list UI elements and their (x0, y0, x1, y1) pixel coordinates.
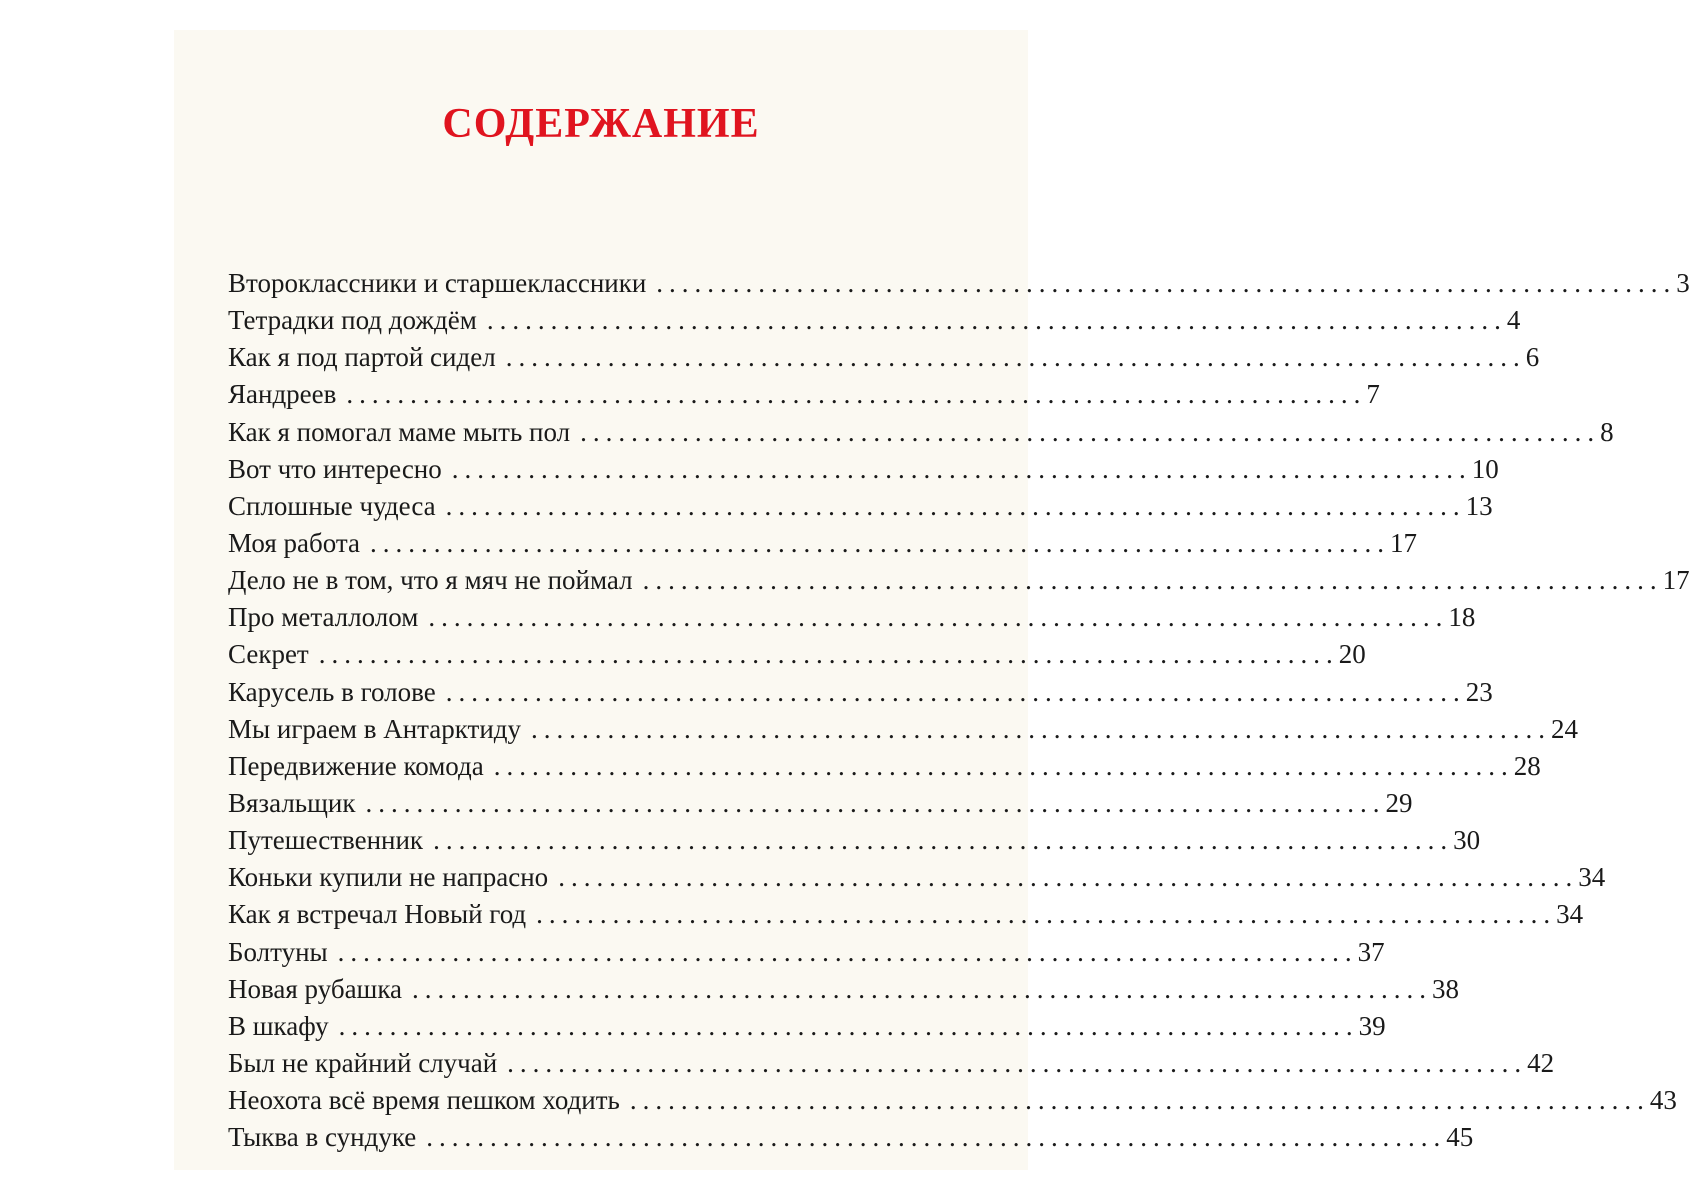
toc-entry-page-number: 23 (1465, 676, 1493, 707)
toc-entry-title: Моя работа (228, 527, 360, 558)
toc-entry-page-number: 34 (1556, 899, 1584, 930)
dot-leader: ................................................................................ (445, 490, 1466, 521)
toc-entry-page-number: 39 (1358, 1010, 1386, 1041)
toc-entry-page-number: 13 (1465, 490, 1493, 521)
toc-entry (228, 862, 1606, 899)
dot-leader: ................................................................................ (428, 602, 1449, 633)
dot-leader: ................................................................................ (580, 416, 1601, 447)
toc-entry (228, 899, 1584, 936)
toc-entry (228, 787, 1413, 825)
dot-leader: ................................................................................ (629, 1085, 1650, 1116)
toc-entry (228, 342, 1540, 379)
toc-entry-page-number: 30 (1453, 825, 1481, 856)
toc-entry (228, 602, 1476, 639)
toc-entry (228, 825, 1481, 862)
toc-entry-title: Второклассники и старшеклассники (228, 268, 647, 298)
dot-leader: ................................................................................ (412, 973, 1433, 1004)
toc-entry-title: Коньки купили не напрасно (228, 862, 549, 893)
toc-entry (228, 527, 1417, 565)
toc-entry-page-number: 34 (1578, 862, 1606, 893)
toc-entry-title: Про металлолом (228, 602, 419, 633)
toc-entry-page-number: 38 (1432, 973, 1460, 1004)
dot-leader: ................................................................................ (486, 305, 1507, 336)
dot-leader: ................................................................................ (493, 750, 1514, 781)
toc-entry-page-number: 18 (1448, 602, 1476, 633)
toc-entry-title: Путешественник (228, 825, 424, 856)
toc-entry-title: Как я под партой сидел (228, 342, 496, 373)
toc-entry (228, 1047, 1555, 1085)
toc-entry-page-number: 17 (1389, 527, 1417, 558)
toc-entry (228, 453, 1499, 491)
dot-leader: ................................................................................ (505, 342, 1526, 373)
dot-leader: ................................................................................ (642, 565, 1663, 596)
toc-entry-page-number: 4 (1506, 305, 1521, 336)
book-page (174, 30, 1690, 1170)
toc-entry (228, 490, 1493, 528)
toc-entry-title: Вязальщик (228, 787, 356, 818)
toc-entry (228, 416, 1614, 454)
toc-entry-title: В шкафу (228, 1010, 329, 1041)
dot-leader: ................................................................................ (536, 899, 1557, 930)
dot-leader: ................................................................................ (318, 639, 1339, 670)
toc-entry-title: Неохота всё время пешком ходить (228, 1085, 620, 1116)
dot-leader: ................................................................................ (365, 787, 1386, 818)
toc-entry-page-number: 24 (1551, 713, 1579, 744)
dot-leader: ................................................................................ (445, 676, 1466, 707)
toc-entry-title: Как я встречал Новый год (228, 899, 527, 930)
table-of-contents (228, 268, 1690, 1159)
toc-entry-page-number: 3 (1676, 268, 1690, 298)
toc-entry-page-number: 29 (1385, 787, 1413, 818)
toc-entry-title: Болтуны (228, 936, 328, 967)
toc-entry-title: Мы играем в Антарктиду (228, 713, 522, 744)
dot-leader: ................................................................................ (337, 936, 1358, 967)
toc-entry-page-number: 37 (1357, 936, 1385, 967)
toc-entry-page-number: 43 (1649, 1085, 1677, 1116)
dot-leader: ................................................................................ (451, 453, 1472, 484)
toc-entry-page-number: 45 (1446, 1122, 1474, 1153)
toc-entry (228, 676, 1493, 714)
toc-entry (228, 750, 1541, 788)
toc-entry-page-number: 42 (1527, 1047, 1555, 1078)
toc-entry-page-number: 8 (1600, 416, 1614, 447)
toc-entry-title: Как я помогал маме мыть пол (228, 416, 571, 447)
toc-entry-title: Передвижение комода (228, 750, 484, 781)
toc-entry (228, 973, 1460, 1011)
dot-leader: ................................................................................ (369, 527, 1390, 558)
toc-entry-page-number: 20 (1338, 639, 1366, 670)
toc-entry (228, 1010, 1386, 1048)
toc-entry (228, 565, 1690, 602)
toc-entry (228, 1122, 1474, 1159)
toc-entry-title: Сплошные чудеса (228, 490, 436, 521)
toc-entry-page-number: 17 (1662, 565, 1690, 596)
toc-entry-title: Был не крайний случай (228, 1047, 498, 1078)
dot-leader: ................................................................................ (433, 825, 1454, 856)
toc-entry-title: Карусель в голове (228, 676, 436, 707)
contents-title: СОДЕРЖАНИЕ (442, 101, 760, 147)
toc-entry-title: Тетрадки под дождём (228, 305, 477, 336)
toc-entry-page-number: 28 (1513, 750, 1541, 781)
toc-entry (228, 379, 1380, 416)
dot-leader: ................................................................................ (656, 268, 1677, 298)
toc-entry-title: Вот что интересно (228, 453, 442, 484)
toc-entry-page-number: 7 (1366, 379, 1380, 410)
dot-leader: ................................................................................ (558, 862, 1579, 893)
toc-entry-page-number: 6 (1525, 342, 1540, 373)
dot-leader: ................................................................................ (426, 1122, 1447, 1153)
toc-entry (228, 936, 1385, 974)
toc-entry (228, 639, 1366, 676)
toc-entry (228, 713, 1579, 751)
toc-entry (228, 268, 1690, 305)
toc-entry-title: Яандреев (228, 379, 337, 410)
toc-entry-page-number: 10 (1471, 453, 1499, 484)
toc-entry (228, 305, 1521, 342)
toc-entry-title: Новая рубашка (228, 973, 403, 1004)
toc-entry-title: Дело не в том, что я мяч не поймал (228, 565, 633, 596)
toc-entry-title: Секрет (228, 639, 309, 670)
dot-leader: ................................................................................ (507, 1047, 1528, 1078)
dot-leader: ................................................................................ (531, 713, 1552, 744)
dot-leader: ................................................................................ (346, 379, 1367, 410)
toc-entry-title: Тыква в сундуке (228, 1122, 417, 1153)
toc-entry (228, 1085, 1677, 1122)
dot-leader: ................................................................................ (338, 1010, 1359, 1041)
